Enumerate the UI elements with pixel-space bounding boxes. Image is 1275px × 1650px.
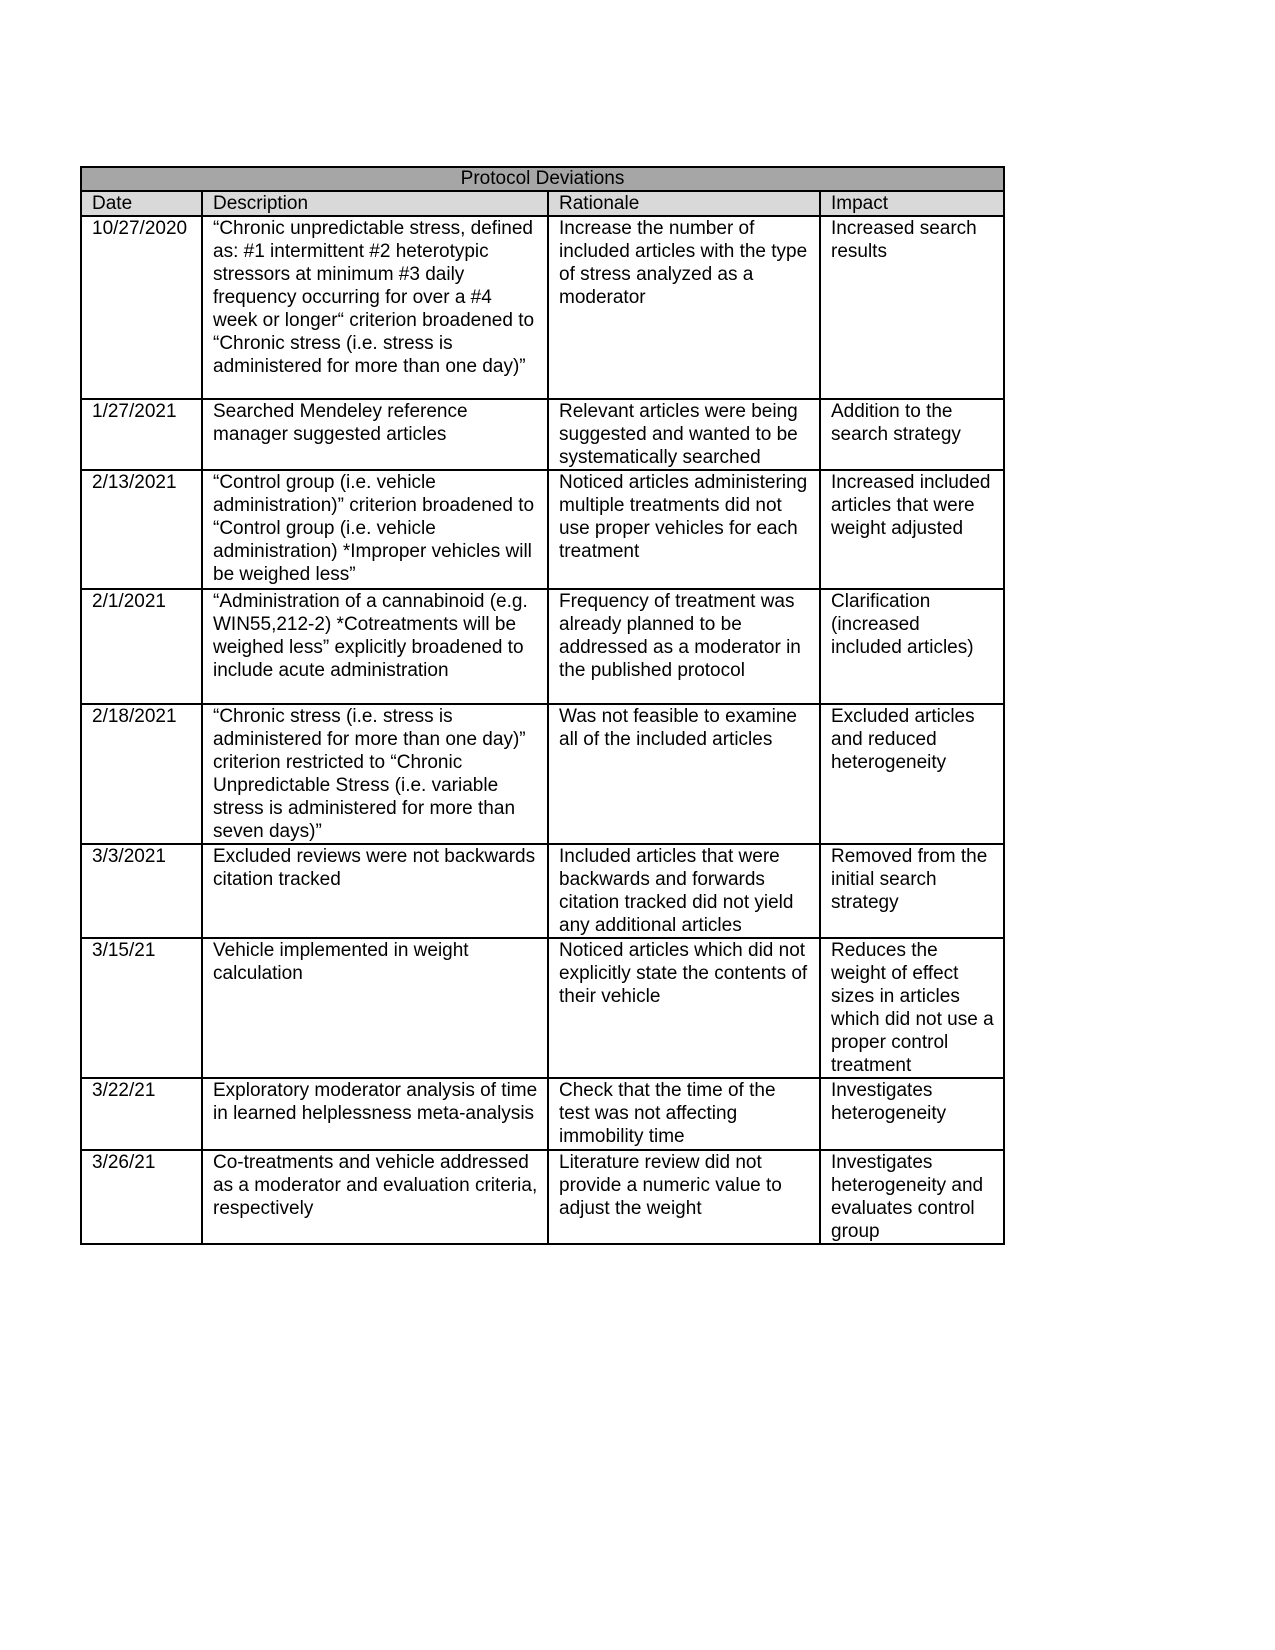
cell-impact: Excluded articles and reduced heterogeneity	[820, 704, 1004, 844]
cell-description: “Control group (i.e. vehicle administration)” criterion broadened to “Control group (i.e. vehicle administration) *Improper vehicles will be weighed less”	[202, 470, 548, 589]
table-header-row	[81, 191, 1004, 216]
column-header-rationale: Rationale	[548, 191, 820, 216]
cell-description: “Chronic unpredictable stress, defined as: #1 intermittent #2 heterotypic stressors at minimum #3 daily frequency occurring for over a #4 week or longer“ criterion broadened to “Chronic stress (i.e. stress is administered for more than one day)”	[202, 216, 548, 399]
column-header-date: Date	[81, 191, 202, 216]
cell-impact: Investigates heterogeneity	[820, 1078, 1004, 1150]
cell-rationale: Relevant articles were being suggested and wanted to be systematically searched	[548, 399, 820, 470]
table-row	[81, 1078, 1004, 1150]
cell-description: Excluded reviews were not backwards citation tracked	[202, 844, 548, 938]
cell-date: 3/22/21	[81, 1078, 202, 1150]
cell-rationale: Frequency of treatment was already planned to be addressed as a moderator in the published protocol	[548, 589, 820, 704]
table-title-row	[81, 167, 1004, 191]
cell-rationale: Literature review did not provide a numeric value to adjust the weight	[548, 1150, 820, 1244]
table-row	[81, 399, 1004, 470]
cell-rationale: Noticed articles which did not explicitly state the contents of their vehicle	[548, 938, 820, 1078]
cell-description: “Chronic stress (i.e. stress is administered for more than one day)” criterion restricted to “Chronic Unpredictable Stress (i.e. variable stress is administered for more than seven days)”	[202, 704, 548, 844]
cell-rationale: Check that the time of the test was not affecting immobility time	[548, 1078, 820, 1150]
cell-description: Vehicle implemented in weight calculation	[202, 938, 548, 1078]
cell-rationale: Noticed articles administering multiple treatments did not use proper vehicles for each treatment	[548, 470, 820, 589]
table-row	[81, 470, 1004, 589]
cell-rationale: Increase the number of included articles with the type of stress analyzed as a moderator	[548, 216, 820, 399]
cell-description: “Administration of a cannabinoid (e.g. WIN55,212-2) *Cotreatments will be weighed less” explicitly broadened to include acute administration	[202, 589, 548, 704]
cell-description: Co-treatments and vehicle addressed as a moderator and evaluation criteria, respectively	[202, 1150, 548, 1244]
table-row	[81, 704, 1004, 844]
protocol-deviations-table	[80, 166, 1005, 1245]
cell-impact: Addition to the search strategy	[820, 399, 1004, 470]
cell-description: Searched Mendeley reference manager suggested articles	[202, 399, 548, 470]
cell-rationale: Included articles that were backwards and forwards citation tracked did not yield any additional articles	[548, 844, 820, 938]
column-header-description: Description	[202, 191, 548, 216]
table-row	[81, 1150, 1004, 1244]
cell-impact: Increased search results	[820, 216, 1004, 399]
table-row	[81, 938, 1004, 1078]
cell-impact: Increased included articles that were weight adjusted	[820, 470, 1004, 589]
cell-date: 10/27/2020	[81, 216, 202, 399]
cell-impact: Removed from the initial search strategy	[820, 844, 1004, 938]
cell-impact: Clarification (increased included articles)	[820, 589, 1004, 704]
table-row	[81, 844, 1004, 938]
cell-date: 2/13/2021	[81, 470, 202, 589]
table-row	[81, 216, 1004, 399]
cell-description: Exploratory moderator analysis of time in learned helplessness meta-analysis	[202, 1078, 548, 1150]
cell-impact: Investigates heterogeneity and evaluates control group	[820, 1150, 1004, 1244]
cell-date: 2/1/2021	[81, 589, 202, 704]
cell-impact: Reduces the weight of effect sizes in articles which did not use a proper control treatment	[820, 938, 1004, 1078]
table-row	[81, 589, 1004, 704]
column-header-impact: Impact	[820, 191, 1004, 216]
cell-date: 3/26/21	[81, 1150, 202, 1244]
cell-date: 3/15/21	[81, 938, 202, 1078]
cell-rationale: Was not feasible to examine all of the included articles	[548, 704, 820, 844]
table-title: Protocol Deviations	[81, 167, 1004, 191]
cell-date: 1/27/2021	[81, 399, 202, 470]
cell-date: 3/3/2021	[81, 844, 202, 938]
cell-date: 2/18/2021	[81, 704, 202, 844]
